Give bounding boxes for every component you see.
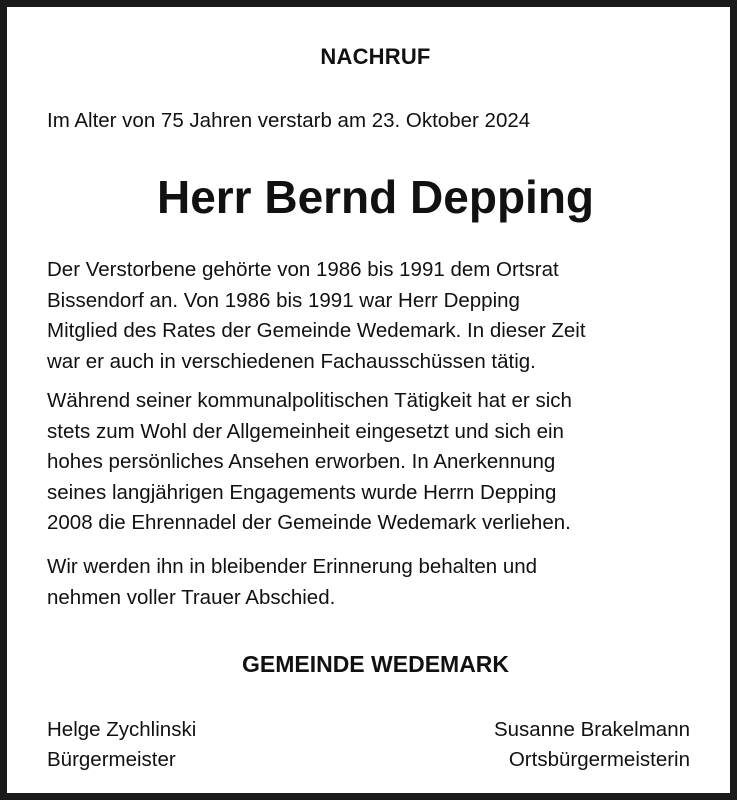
signatory-left xyxy=(47,715,196,775)
paragraph-farewell xyxy=(47,552,707,613)
paragraph-career xyxy=(47,255,707,377)
paragraph-line: 2008 die Ehrennadel der Gemeinde Wedemark verliehen. xyxy=(47,511,571,534)
paragraph-line: seines langjährigen Engagements wurde Herrn Depping xyxy=(47,480,557,504)
signatory-name: Helge Zychlinski xyxy=(47,718,197,741)
signatory-title: Ortsbürgermeisterin xyxy=(508,748,690,771)
paragraph-line: Der Verstorbene gehörte von 1986 bis 1991 dem Ortsrat xyxy=(47,258,559,281)
paragraph-line: Mitglied des Rates der Gemeinde Wedemark. In dieser Zeit xyxy=(47,319,586,342)
intro-line: Im Alter von 75 Jahren verstarb am 23. Oktober 2024 xyxy=(47,109,531,132)
signatory-right xyxy=(494,715,690,775)
paragraph-line: hohes persönliches Ansehen erworben. In Anerkennung xyxy=(47,450,556,473)
signatory-title: Bürgermeister xyxy=(47,748,176,771)
paragraph-honors xyxy=(47,386,707,539)
paragraph-line: stets zum Wohl der Allgemeinheit eingesetzt und sich ein xyxy=(47,419,564,443)
paragraph-line: Bissendorf an. Von 1986 bis 1991 war Herr Depping xyxy=(47,288,520,312)
paragraph-line: nehmen voller Trauer Abschied. xyxy=(47,585,336,609)
signatory-name: Susanne Brakelmann xyxy=(493,718,690,741)
paragraph-line: Wir werden ihn in bleibender Erinnerung behalten und xyxy=(47,555,538,578)
deceased-name: Herr Bernd Depping xyxy=(156,171,595,223)
paragraph-line: war er auch in verschiedenen Fachausschüssen tätig. xyxy=(47,349,536,373)
organization-name: GEMEINDE WEDEMARK xyxy=(241,651,510,677)
paragraph-line: Während seiner kommunalpolitischen Tätigkeit hat er sich xyxy=(47,389,572,412)
notice-heading: NACHRUF xyxy=(320,44,431,69)
